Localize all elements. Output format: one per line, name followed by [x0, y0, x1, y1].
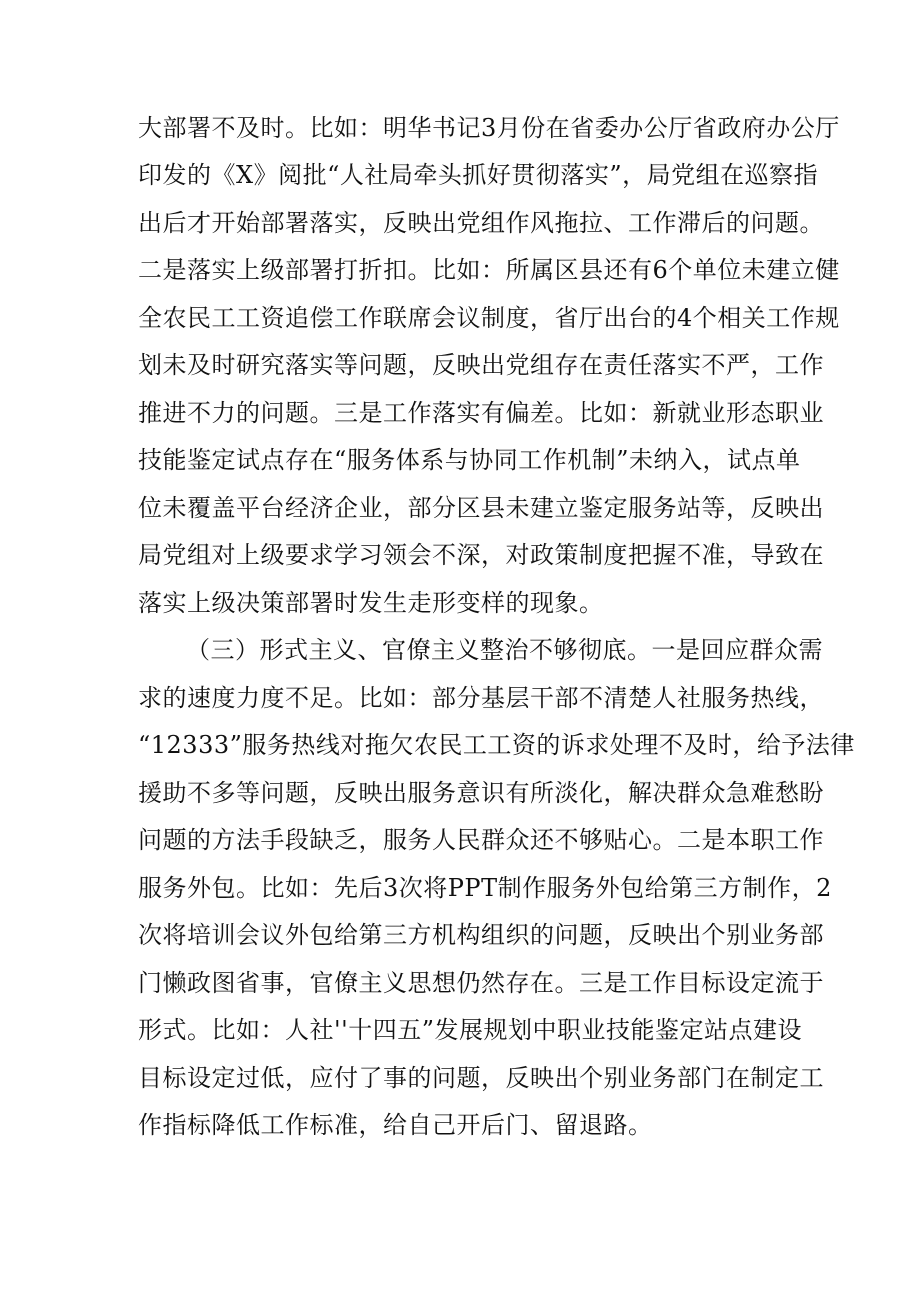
text-line: 次将培训会议外包给第三方机构组织的问题，反映出个别业务部	[138, 921, 824, 949]
text-line: 落实上级决策部署时发生走形变样的现象。	[138, 589, 604, 617]
text-line: 形式。比如：人社''十四五”发展规划中职业技能鉴定站点建设	[138, 1016, 802, 1044]
text-line: 目标设定过低，应付了事的问题，反映出个别业务部门在制定工	[138, 1064, 824, 1092]
text-line: 二是落实上级部署打折扣。比如：所属区县还有6个单位未建立健	[138, 256, 840, 284]
text-line: 大部署不及时。比如：明华书记3月份在省委办公厅省政府办公厅	[138, 114, 840, 142]
text-line: 作指标降低工作标准，给自己开后门、留退路。	[138, 1111, 653, 1139]
text-line: 求的速度力度不足。比如：部分基层干部不清楚人社服务热线，	[138, 684, 824, 712]
text-line: “12333”服务热线对拖欠农民工工资的诉求处理不及时，给予法律	[138, 731, 855, 759]
text-line: 服务外包。比如：先后3次将PPT制作服务外包给第三方制作，2	[138, 874, 832, 902]
section-heading-line: （三）形式主义、官僚主义整治不够彻底。一是回应群众需	[186, 636, 823, 664]
text-line: 印发的《X》阅批“人社局牵头抓好贯彻落实”，局党组在巡察指	[138, 161, 819, 189]
text-line: 技能鉴定试点存在“服务体系与协同工作机制”未纳入，试点单	[138, 446, 801, 474]
text-line: 推进不力的问题。三是工作落实有偏差。比如：新就业形态职业	[138, 399, 824, 427]
text-line: 援助不多等问题，反映出服务意识有所淡化，解决群众急难愁盼	[138, 779, 824, 807]
text-line: 门懒政图省事，官僚主义思想仍然存在。三是工作目标设定流于	[138, 969, 824, 997]
text-line: 位未覆盖平台经济企业，部分区县未建立鉴定服务站等，反映出	[138, 494, 824, 522]
text-line: 全农民工工资追偿工作联席会议制度，省厅出台的4个相关工作规	[138, 304, 840, 332]
text-line: 出后才开始部署落实，反映出党组作风拖拉、工作滞后的问题。	[138, 209, 824, 237]
text-line: 划未及时研究落实等问题，反映出党组存在责任落实不严，工作	[138, 351, 824, 379]
text-line: 问题的方法手段缺乏，服务人民群众还不够贴心。二是本职工作	[138, 826, 824, 854]
text-line: 局党组对上级要求学习领会不深，对政策制度把握不准，导致在	[138, 541, 824, 569]
